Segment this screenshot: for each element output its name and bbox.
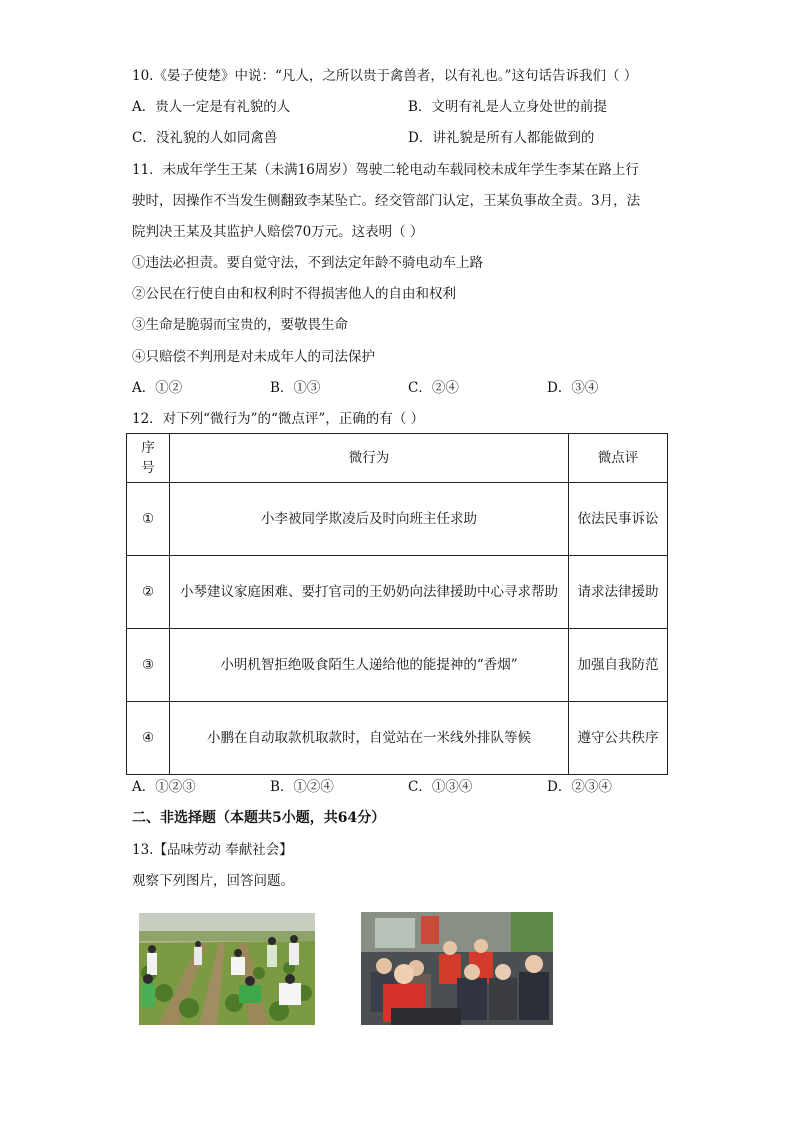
q10-option-d: D．讲礼貌是所有人都能做到的 — [408, 130, 595, 146]
q12-option-d: D．②③④ — [547, 779, 612, 795]
header-no: 序号 — [127, 434, 170, 483]
q12-option-c: C．①③④ — [408, 779, 473, 795]
q11-statement-3: ③生命是脆弱而宝贵的，要敬畏生命 — [132, 317, 348, 333]
row-behavior: 小琴建议家庭困难、要打官司的王奶奶向法律援助中心寻求帮助 — [170, 556, 569, 629]
q12-table — [126, 433, 668, 775]
header-comment: 微点评 — [569, 434, 668, 483]
table-row — [127, 483, 668, 556]
q10-option-b: B．文明有礼是人立身处世的前提 — [408, 99, 607, 115]
q12-option-a: A．①②③ — [132, 779, 196, 795]
q10-option-a: A．贵人一定是有礼貌的人 — [132, 99, 291, 115]
q11-stem-line-3: 院判决王某及其监护人赔偿70万元。这表明（ ） — [132, 224, 424, 240]
row-behavior: 小明机智拒绝吸食陌生人递给他的能提神的“香烟” — [170, 629, 569, 702]
q11-option-c: C．②④ — [408, 380, 459, 396]
row-comment: 加强自我防范 — [569, 629, 668, 702]
row-no: ④ — [127, 702, 170, 775]
q11-option-b: B．①③ — [270, 380, 321, 396]
row-behavior: 小鹏在自动取款机取款时，自觉站在一米线外排队等候 — [170, 702, 569, 775]
q11-stem-line-2: 驶时，因操作不当发生侧翻致李某坠亡。经交管部门认定，王某负事故全责。3月，法 — [132, 193, 641, 209]
q11-statement-2: ②公民在行使自由和权利时不得损害他人的自由和权利 — [132, 286, 456, 302]
volunteer-elderly-photo — [361, 912, 553, 1025]
q11-option-a: A．①② — [132, 380, 183, 396]
row-no: ② — [127, 556, 170, 629]
row-no: ① — [127, 483, 170, 556]
table-row — [127, 629, 668, 702]
q11-option-d: D．③④ — [547, 380, 599, 396]
row-comment: 依法民事诉讼 — [569, 483, 668, 556]
q11-statement-1: ①违法必担责。要自觉守法，不到法定年龄不骑电动车上路 — [132, 255, 483, 271]
header-behavior: 微行为 — [170, 434, 569, 483]
field-labor-photo — [139, 913, 315, 1025]
row-no: ③ — [127, 629, 170, 702]
row-comment: 遵守公共秩序 — [569, 702, 668, 775]
q13-title: 13.【品味劳动 奉献社会】 — [132, 842, 293, 858]
q11-statement-4: ④只赔偿不判刑是对未成年人的司法保护 — [132, 349, 375, 365]
section-title: 二、非选择题（本题共5小题，共64分） — [132, 810, 386, 826]
table-row — [127, 556, 668, 629]
q11-stem-line-1: 11．未成年学生王某（未满16周岁）驾驶二轮电动车载同校未成年学生李某在路上行 — [132, 162, 639, 178]
table-row — [127, 702, 668, 775]
row-comment: 请求法律援助 — [569, 556, 668, 629]
q13-instruction: 观察下列图片，回答问题。 — [132, 873, 294, 889]
q12-option-b: B．①②④ — [270, 779, 334, 795]
q10-option-c: C．没礼貌的人如同禽兽 — [132, 130, 278, 146]
row-behavior: 小李被同学欺凌后及时向班主任求助 — [170, 483, 569, 556]
q12-stem: 12．对下列“微行为”的“微点评”，正确的有（ ） — [132, 411, 425, 427]
q10-stem: 10.《晏子使楚》中说：“凡人，之所以贵于禽兽者，以有礼也。”这句话告诉我们（ ） — [132, 68, 638, 84]
table-header-row — [127, 434, 668, 483]
